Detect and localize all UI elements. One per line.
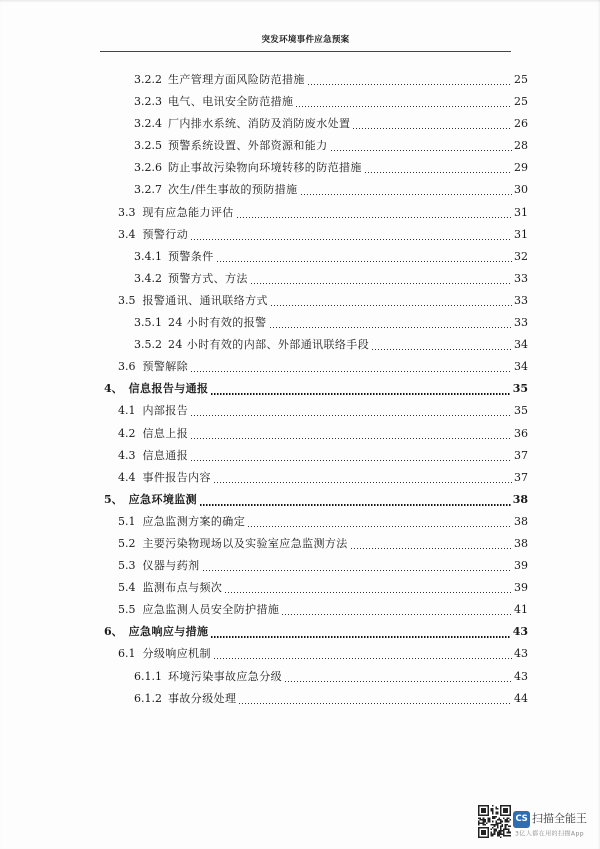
toc-dot-leader — [353, 113, 512, 135]
toc-entry-page-number: 34 — [514, 338, 528, 352]
toc-entry-number: 5、 — [104, 492, 123, 506]
qr-code-icon — [478, 805, 511, 838]
toc-entry-number: 4.3 — [118, 448, 136, 462]
toc-entry — [0, 511, 528, 533]
toc-entry-page-number: 26 — [514, 117, 528, 131]
toc-dot-leader — [200, 489, 511, 511]
toc-entry-title: 主要污染物现场以及实验室应急监测方法 — [142, 536, 348, 550]
toc-dot-leader — [217, 246, 512, 268]
toc-entry-page-number: 31 — [514, 227, 528, 241]
toc-entry-page-number: 39 — [514, 581, 528, 595]
toc-entry-page-number: 25 — [514, 95, 528, 109]
toc-entry-page-number: 38 — [514, 514, 528, 528]
toc-entry — [0, 69, 528, 91]
toc-chapter-entry — [0, 378, 528, 400]
toc-dot-leader — [211, 378, 510, 400]
toc-entry-page-number: 33 — [514, 316, 528, 330]
toc-entry-number: 4.2 — [118, 426, 136, 440]
toc-entry-title: 预警解除 — [142, 360, 189, 374]
toc-dot-leader — [251, 268, 512, 290]
toc-entry-title: 生产管理方面风险防范措施 — [168, 73, 305, 86]
toc-entry-number: 6.1 — [118, 647, 136, 661]
toc-entry — [0, 666, 528, 688]
toc-entry-number: 3.4 — [118, 227, 136, 241]
toc-entry-title: 信息通报 — [142, 448, 189, 462]
toc-entry — [0, 643, 528, 665]
toc-entry-title: 电气、电讯安全防范措施 — [168, 95, 294, 109]
toc-dot-leader — [282, 599, 512, 621]
toc-dot-leader — [191, 356, 512, 378]
toc-entry-page-number: 35 — [514, 404, 528, 418]
toc-entry — [0, 467, 528, 489]
toc-entry-page-number: 32 — [514, 249, 528, 263]
toc-entry-number: 3.2.4 — [134, 117, 162, 131]
toc-entry-page-number: 31 — [514, 205, 528, 219]
toc-entry-title: 24 小时有效的报警 — [168, 316, 267, 330]
toc-entry-page-number: 33 — [514, 293, 528, 307]
toc-entry-title: 预警系统设置、外部资源和能力 — [168, 139, 328, 153]
toc-entry-title: 厂内排水系统、消防及消防废水处置 — [168, 117, 351, 131]
toc-entry-title: 次生/伴生事故的预防措施 — [168, 183, 298, 197]
toc-entry-title: 仪器与药剂 — [142, 559, 200, 573]
toc-entry-number: 3.4.1 — [134, 249, 162, 263]
toc-entry-number: 3.4.2 — [134, 271, 162, 285]
scanner-app-tagline: 3亿人都在用的扫描App — [515, 830, 584, 837]
toc-entry-page-number: 28 — [514, 139, 528, 153]
toc-entry-number: 3.2.3 — [134, 95, 162, 109]
toc-entry-title: 防止事故污染物向环境转移的防范措施 — [168, 161, 362, 175]
toc-entry-page-number: 39 — [514, 559, 528, 573]
toc-dot-leader — [225, 577, 512, 599]
toc-entry — [0, 202, 528, 224]
toc-entry — [0, 688, 528, 710]
scanner-watermark — [476, 803, 596, 845]
running-header-title: 突发环境事件应急预案 — [261, 35, 350, 45]
toc-entry-number: 3.2.5 — [134, 139, 162, 153]
toc-entry — [0, 113, 528, 135]
toc-entry-page-number: 30 — [514, 183, 528, 197]
toc-entry — [0, 577, 528, 599]
toc-entry-page-number: 43 — [514, 647, 528, 661]
toc-entry-number: 5.2 — [118, 536, 136, 550]
toc-dot-leader — [271, 290, 512, 312]
toc-entry — [0, 533, 528, 555]
toc-dot-leader — [365, 157, 512, 179]
toc-entry — [0, 268, 528, 290]
toc-entry-title: 预警行动 — [142, 227, 189, 241]
toc-entry-number: 3.5 — [118, 293, 136, 307]
toc-entry-number: 3.5.2 — [134, 338, 162, 352]
toc-entry — [0, 224, 528, 246]
toc-entry-number: 5.5 — [118, 603, 136, 617]
toc-entry — [0, 555, 528, 577]
toc-entry-number: 3.5.1 — [134, 316, 162, 330]
toc-entry-title: 应急监测方案的确定 — [142, 514, 246, 528]
toc-dot-leader — [214, 467, 512, 489]
toc-entry-number: 4.1 — [118, 404, 136, 418]
toc-entry-title: 应急响应与措施 — [128, 625, 209, 639]
toc-entry-title: 预警方式、方法 — [168, 271, 248, 285]
toc-entry-page-number: 33 — [514, 271, 528, 285]
toc-dot-leader — [248, 511, 512, 533]
toc-entry — [0, 356, 528, 378]
toc-entry — [0, 312, 528, 334]
toc-entry-page-number: 38 — [514, 536, 528, 550]
toc-entry-number: 3.3 — [118, 205, 136, 219]
toc-entry-title: 分级响应机制 — [142, 647, 211, 661]
toc-entry-title: 预警条件 — [168, 249, 214, 263]
toc-dot-leader — [239, 688, 512, 710]
toc-entry-number: 4、 — [104, 382, 123, 396]
toc-entry-title: 监测布点与频次 — [142, 581, 223, 595]
toc-dot-leader — [211, 621, 510, 643]
toc-entry-page-number: 43 — [512, 625, 528, 639]
table-of-contents — [0, 69, 600, 710]
toc-entry-number: 3.2.2 — [134, 73, 162, 86]
toc-entry — [0, 599, 528, 621]
toc-entry — [0, 135, 528, 157]
toc-entry — [0, 157, 528, 179]
toc-entry-title: 内部报告 — [142, 404, 189, 418]
toc-entry-title: 事件报告内容 — [142, 470, 211, 484]
toc-dot-leader — [237, 202, 512, 224]
toc-entry — [0, 91, 528, 113]
toc-dot-leader — [285, 666, 512, 688]
scanner-app-name: 扫描全能王 — [532, 812, 587, 825]
toc-dot-leader — [191, 400, 512, 422]
toc-dot-leader — [191, 423, 512, 445]
toc-entry-number: 6、 — [104, 625, 123, 639]
toc-entry-title: 环境污染事故应急分级 — [168, 669, 282, 683]
toc-entry-title: 应急监测人员安全防护措施 — [142, 603, 280, 617]
toc-entry-page-number: 37 — [514, 448, 528, 462]
toc-dot-leader — [191, 445, 512, 467]
toc-entry — [0, 423, 528, 445]
toc-entry — [0, 334, 528, 356]
toc-entry-number: 3.2.6 — [134, 161, 162, 175]
toc-entry-number: 5.4 — [118, 581, 136, 595]
toc-dot-leader — [372, 334, 512, 356]
toc-entry-page-number: 34 — [514, 360, 528, 374]
toc-entry-title: 信息报告与通报 — [128, 382, 209, 396]
toc-entry-number: 3.2.7 — [134, 183, 162, 197]
toc-entry-title: 信息上报 — [142, 426, 189, 440]
toc-entry-number: 5.1 — [118, 514, 136, 528]
toc-entry-page-number: 25 — [514, 73, 528, 86]
toc-entry — [0, 179, 528, 201]
toc-entry-number: 4.4 — [118, 470, 136, 484]
toc-entry — [0, 246, 528, 268]
toc-entry-title: 24 小时有效的内部、外部通讯联络手段 — [168, 338, 370, 352]
toc-entry-number: 5.3 — [118, 559, 136, 573]
toc-entry-page-number: 44 — [514, 691, 528, 705]
toc-dot-leader — [214, 643, 512, 665]
toc-entry-number: 6.1.1 — [134, 669, 162, 683]
toc-entry-title: 应急环境监测 — [128, 492, 198, 506]
toc-entry-page-number: 38 — [512, 492, 528, 506]
toc-dot-leader — [301, 179, 512, 201]
toc-chapter-entry — [0, 621, 528, 643]
toc-entry-title: 报警通讯、通讯联络方式 — [142, 293, 268, 307]
toc-entry — [0, 400, 528, 422]
toc-dot-leader — [191, 224, 512, 246]
toc-dot-leader — [296, 91, 512, 113]
toc-entry-page-number: 35 — [512, 382, 528, 396]
toc-entry-page-number: 37 — [514, 470, 528, 484]
toc-dot-leader — [270, 312, 513, 334]
toc-dot-leader — [351, 533, 512, 555]
toc-entry-title: 现有应急能力评估 — [142, 205, 234, 219]
toc-dot-leader — [331, 135, 512, 157]
toc-dot-leader — [308, 69, 512, 91]
toc-dot-leader — [203, 555, 513, 577]
toc-entry — [0, 445, 528, 467]
toc-entry-title: 事故分级处理 — [168, 691, 237, 705]
camscanner-logo-text: CS — [515, 814, 528, 824]
toc-entry-number: 6.1.2 — [134, 691, 162, 705]
camscanner-logo-icon — [513, 811, 530, 828]
toc-entry-page-number: 43 — [514, 669, 528, 683]
running-header — [100, 33, 511, 47]
toc-chapter-entry — [0, 489, 528, 511]
header-rule — [100, 51, 511, 52]
toc-entry — [0, 290, 528, 312]
toc-entry-number: 3.6 — [118, 360, 136, 374]
toc-entry-page-number: 29 — [514, 161, 528, 175]
toc-entry-page-number: 36 — [514, 426, 528, 440]
toc-entry-page-number: 41 — [514, 603, 528, 617]
